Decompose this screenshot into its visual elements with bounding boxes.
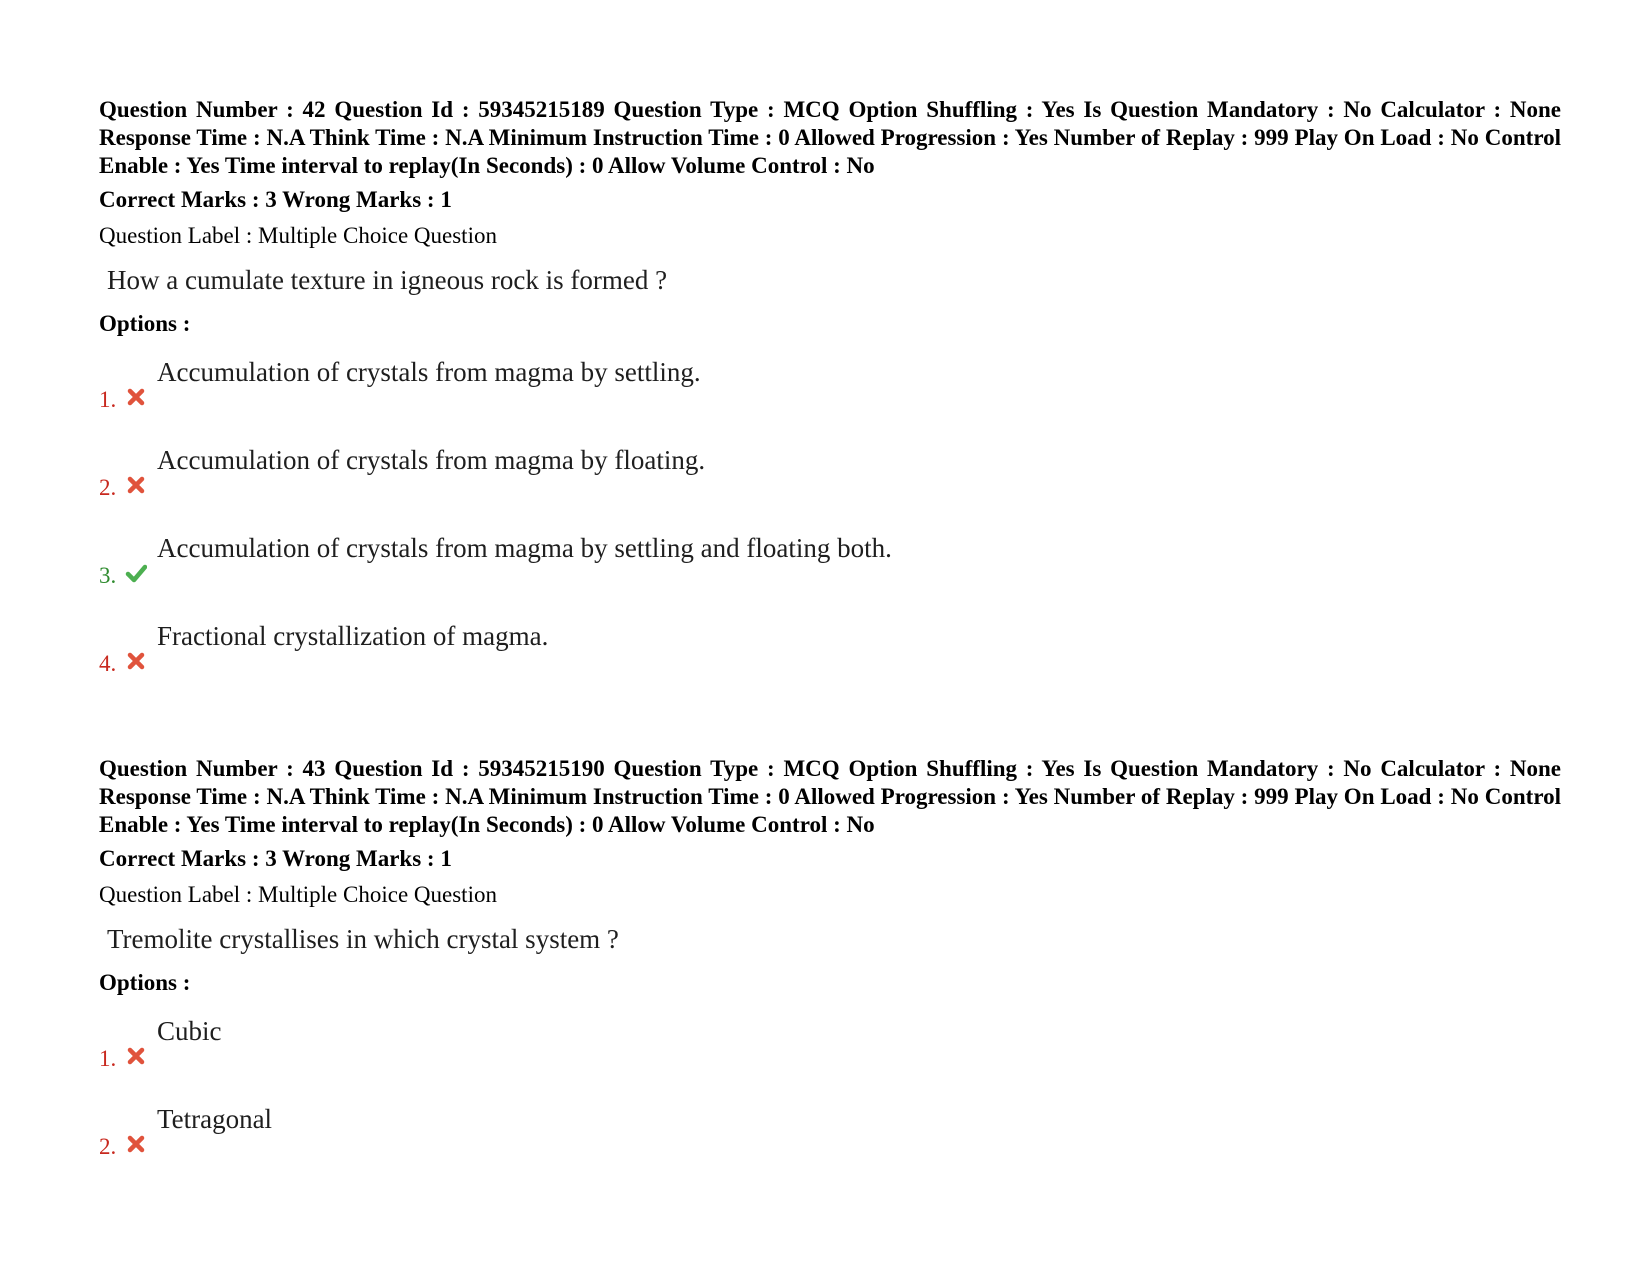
option-text: Accumulation of crystals from magma by settling and floating both.: [157, 533, 892, 563]
question-label: Question Label : Multiple Choice Question: [99, 882, 497, 907]
options-heading: Options :: [99, 970, 191, 995]
cross-icon: [125, 386, 147, 408]
option-item: [99, 1015, 1561, 1075]
question-text: Tremolite crystallises in which crystal system ?: [107, 924, 619, 954]
option-text: Tetragonal: [157, 1104, 273, 1134]
check-icon: [125, 562, 147, 584]
cross-icon: [125, 1045, 147, 1067]
question-block-43: [99, 755, 1561, 1163]
question-block-42: [99, 96, 1561, 680]
option-number: 3.: [99, 563, 117, 588]
option-number: 2.: [99, 475, 117, 500]
cross-icon: [125, 1133, 147, 1155]
question-meta: Question Number : 43 Question Id : 59345215190 Question Type : MCQ Option Shuffling : Yes Is Question Mandatory : No Calculator : None Response Time : N.A Think Time : N.A Minimum Instruction Time : 0 Allowed Progression : Yes Number of Replay : 999 Play On Load : No Control Enable : Yes Time interval to replay(In Seconds) : 0 Allow Volume Control : No: [99, 756, 1561, 837]
option-number: 2.: [99, 1134, 117, 1159]
option-text: Accumulation of crystals from magma by floating.: [157, 445, 706, 475]
option-item: [99, 532, 1561, 592]
option-text: Fractional crystallization of magma.: [157, 621, 549, 651]
option-item: [99, 620, 1561, 680]
question-meta: Question Number : 42 Question Id : 59345215189 Question Type : MCQ Option Shuffling : Yes Is Question Mandatory : No Calculator : None Response Time : N.A Think Time : N.A Minimum Instruction Time : 0 Allowed Progression : Yes Number of Replay : 999 Play On Load : No Control Enable : Yes Time interval to replay(In Seconds) : 0 Allow Volume Control : No: [99, 97, 1561, 178]
option-number: 1.: [99, 387, 117, 412]
question-marks: Correct Marks : 3 Wrong Marks : 1: [99, 187, 452, 212]
options-heading: Options :: [99, 311, 191, 336]
option-number: 4.: [99, 651, 117, 676]
cross-icon: [125, 474, 147, 496]
question-label: Question Label : Multiple Choice Question: [99, 223, 497, 248]
question-text: How a cumulate texture in igneous rock is formed ?: [107, 265, 668, 295]
question-marks: Correct Marks : 3 Wrong Marks : 1: [99, 846, 452, 871]
options-list: [99, 356, 1561, 680]
option-item: [99, 1103, 1561, 1163]
cross-icon: [125, 650, 147, 672]
options-list: [99, 1015, 1561, 1163]
option-text: Accumulation of crystals from magma by settling.: [157, 357, 701, 387]
option-text: Cubic: [157, 1016, 222, 1046]
option-item: [99, 444, 1561, 504]
option-number: 1.: [99, 1046, 117, 1071]
option-item: [99, 356, 1561, 416]
